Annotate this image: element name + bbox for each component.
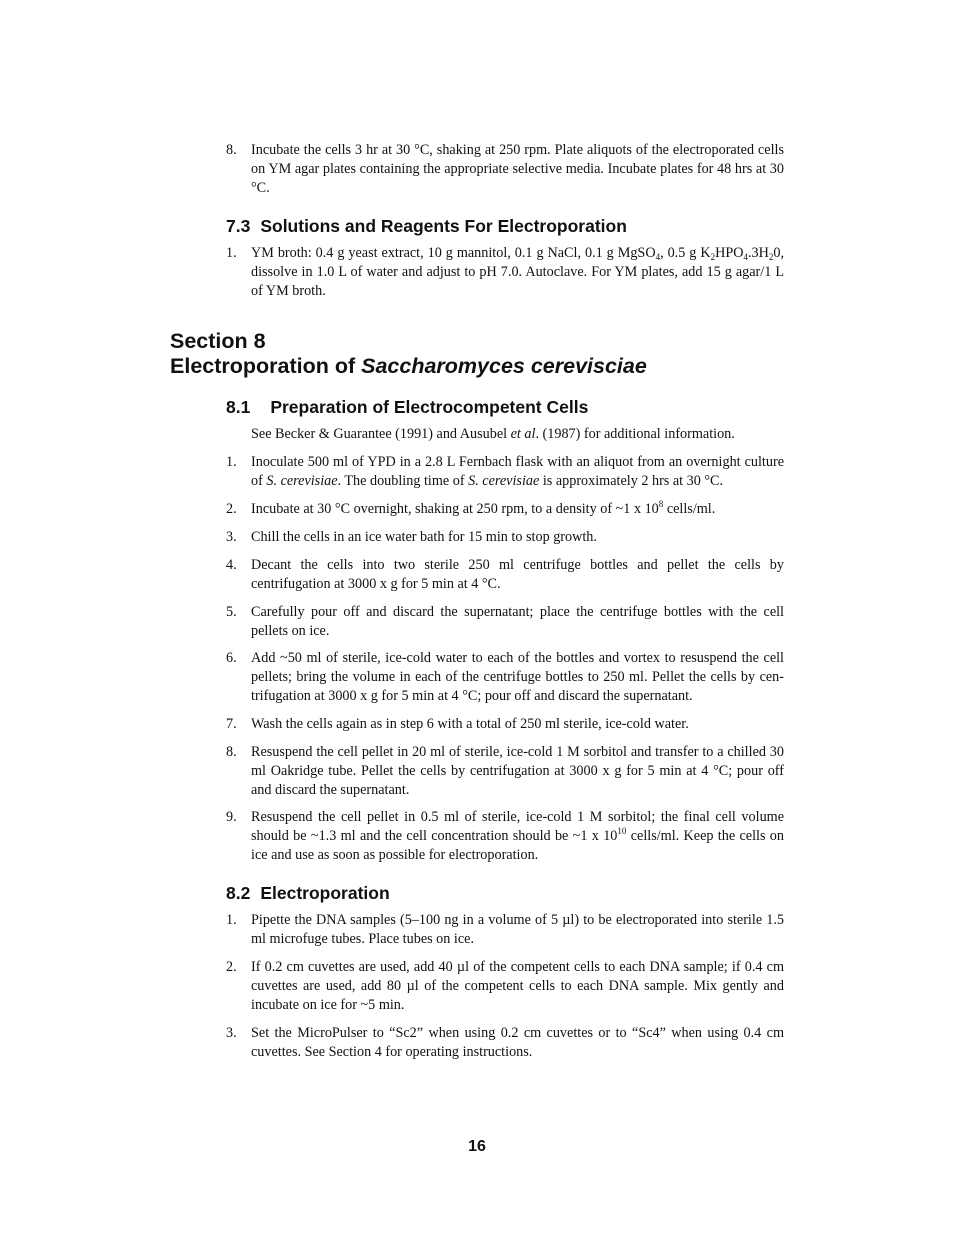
list-item <box>226 649 784 706</box>
text-run: YM broth: 0.4 g yeast extract, 10 g mannitol, 0.1 g NaCl, 0.1 g MgSO <box>251 245 656 261</box>
heading-title: Preparation of Electrocompetent Cells <box>270 397 589 417</box>
page-number: 16 <box>468 1138 486 1155</box>
list-text: Wash the cells again as in step 6 with a total of 250 ml sterile, ice-cold water. <box>251 716 689 732</box>
heading-title: Solutions and Reagents For Electroporation <box>260 216 627 236</box>
subsection-heading-7-3 <box>226 216 627 236</box>
text-italic: S. cerevisiae <box>266 473 338 489</box>
list-text: Pipette the DNA samples (5–100 ng in a volume of 5 µl) to be electroporated into sterile 1.5 ml microfuge tubes. Place tubes on ice. <box>251 912 784 947</box>
list-item <box>226 453 784 491</box>
list-text: Add ~50 ml of sterile, ice-cold water to each of the bottles and vortex to resuspend the cell pellets; bring the volume in each of the centrifuge bottles to 250 ml. Pellet the cells by centrifugation at 3000 x g for 5 min at 4 °C; pour off and discard the supernatant. <box>251 650 784 704</box>
list-number: 1. <box>226 245 237 261</box>
text-run: , 0.5 g K <box>660 245 711 261</box>
list-number: 7. <box>226 716 237 732</box>
section-heading <box>170 329 647 379</box>
subscript: 2 <box>768 252 774 262</box>
title-italic: Saccharomyces cerevisciae <box>361 354 647 378</box>
list-item <box>226 141 784 198</box>
list-number: 8. <box>226 142 237 158</box>
heading-number: 8.1 <box>226 397 251 417</box>
list-item <box>226 1024 784 1062</box>
list-item <box>226 715 784 734</box>
title-text: Electroporation of <box>170 354 362 378</box>
list-item <box>226 556 784 594</box>
list-number: 3. <box>226 1025 237 1041</box>
list-text: If 0.2 cm cuvettes are used, add 40 µl of the competent cells to each DNA sample; if 0.4 cm cuvettes are used, add 80 µl of the competent cells to each DNA sample. Mix gently and incubate on ice for ~5 min. <box>251 959 784 1013</box>
list-number: 1. <box>226 912 237 928</box>
subsection-heading-8-2 <box>226 883 390 903</box>
text-italic: S. cerevisiae <box>468 473 540 489</box>
list-item <box>226 911 784 949</box>
list-text <box>251 808 784 865</box>
text-run: Inoculate 500 ml of YPD in a 2.8 L Fernbach flask with an aliquot from an overnight culture of <box>251 454 784 489</box>
list-number: 2. <box>226 501 237 517</box>
list-number: 9. <box>226 809 237 825</box>
list-number: 2. <box>226 959 237 975</box>
list-text: Incubate the cells 3 hr at 30 °C, shaking at 250 rpm. Plate aliquots of the electroporated cells on YM agar plates containing the appropriate selective media. Incubate plates for 48 hrs at 30 °C. <box>251 142 784 196</box>
list-number: 3. <box>226 529 237 545</box>
section-title <box>170 354 647 379</box>
text-run: . (1987) for additional information. <box>535 426 735 442</box>
list-text: Decant the cells into two sterile 250 ml centrifuge bottles and pellet the cells by centrifugation at 3000 x g for 5 min at 4 °C. <box>251 557 784 592</box>
intro-paragraph <box>251 425 784 444</box>
list-item <box>226 528 784 547</box>
superscript: 8 <box>658 499 664 509</box>
list-text <box>251 453 784 491</box>
heading-number: 7.3 <box>226 216 251 236</box>
superscript: 10 <box>617 826 627 836</box>
list-item <box>226 743 784 800</box>
text-run: . The doubling time of <box>337 473 469 489</box>
list-text: Set the MicroPulser to “Sc2” when using 0.2 cm cuvettes or to “Sc4” when using 0.4 cm cuvettes. See Section 4 for operating instructions. <box>251 1025 784 1060</box>
heading-title: Electroporation <box>260 883 390 903</box>
text-run: cells/ml. Keep the cells on ice and use as soon as possible for electroporation. <box>251 828 784 863</box>
text-run: cells/ml. <box>663 501 716 517</box>
text-run: .3H <box>747 245 769 261</box>
text-italic: et al <box>510 426 536 442</box>
list-number: 8. <box>226 744 237 760</box>
text-run: 0, dissolve in 1.0 L of water and adjust to pH 7.0. Autoclave. For YM plates, add 15 g agar/1 L of YM broth. <box>251 245 784 299</box>
text-run: HPO <box>715 245 744 261</box>
list-item <box>226 244 784 301</box>
text-run: is approximately 2 hrs at 30 °C. <box>539 473 724 489</box>
text-run: Resuspend the cell pellet in 0.5 ml of sterile, ice-cold 1 M sorbitol; the final cell volume should be ~1.3 ml and the cell concentration should be ~1 x 10 <box>251 809 784 844</box>
subscript: 4 <box>655 252 661 262</box>
list-text: Carefully pour off and discard the supernatant; place the centrifuge bottles with the cell pellets on ice. <box>251 604 784 639</box>
heading-number: 8.2 <box>226 883 251 903</box>
list-text <box>251 244 784 301</box>
list-item <box>226 500 784 519</box>
list-item <box>226 603 784 641</box>
list-number: 4. <box>226 557 237 573</box>
subscript: 4 <box>743 252 748 262</box>
list-text: Chill the cells in an ice water bath for 15 min to stop growth. <box>251 529 597 545</box>
list-item <box>226 958 784 1015</box>
list-text: Resuspend the cell pellet in 20 ml of sterile, ice-cold 1 M sorbitol and transfer to a chilled 30 ml Oakridge tube. Pellet the cells by centrifugation at 3000 x g for 5 min at 4 °C; pour off and discard the supernatant. <box>251 744 784 798</box>
list-number: 6. <box>226 650 237 666</box>
subsection-heading-8-1 <box>226 397 588 417</box>
list-number: 1. <box>226 454 237 470</box>
list-item <box>226 808 784 865</box>
text-run: Incubate at 30 °C overnight, shaking at 250 rpm, to a density of ~1 x 10 <box>251 501 659 517</box>
list-text <box>251 500 784 519</box>
list-number: 5. <box>226 604 237 620</box>
text-run: See Becker & Guarantee (1991) and Ausubel <box>251 426 511 442</box>
section-label: Section 8 <box>170 329 266 353</box>
subscript: 2 <box>710 252 716 262</box>
